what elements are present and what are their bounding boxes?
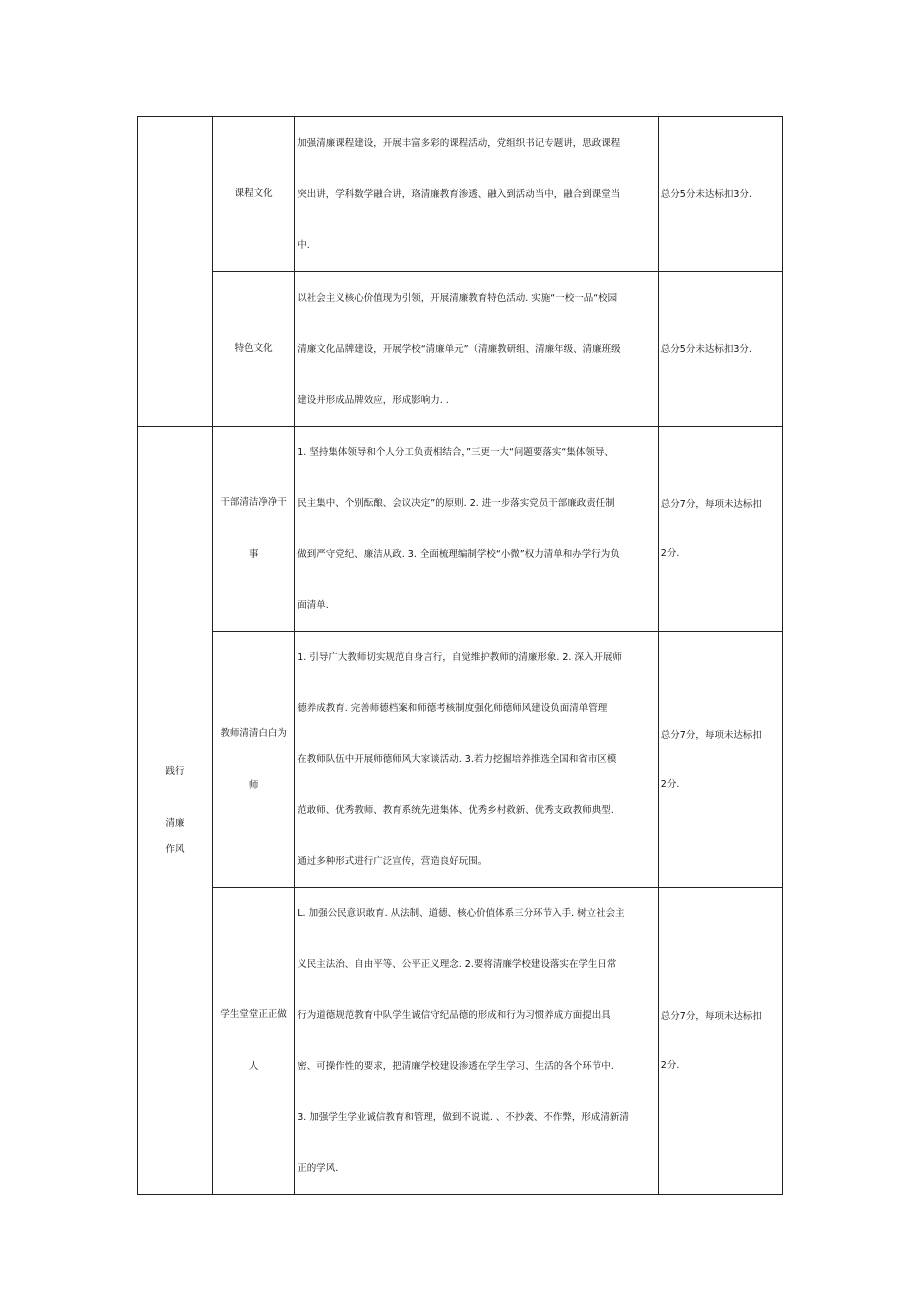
content-line: 以社会主义核心价值现为引领，开展清廉教育特色活动. 实施“一校一品“校园	[297, 292, 618, 304]
item-label: 学生堂堂正正做	[220, 1009, 287, 1020]
content-line: 正的学风.	[297, 1163, 339, 1174]
table-row	[138, 888, 783, 1195]
category-cell-empty	[138, 117, 213, 427]
item-label: 干部清洁净净干	[220, 497, 287, 508]
item-cell	[213, 888, 295, 1195]
score-cell	[658, 117, 782, 272]
item-label: 师	[248, 779, 259, 791]
content-line: 通过多种形式进行广泛宣传，营造良好玩围。	[297, 856, 488, 867]
score-text: 2分.	[660, 548, 680, 559]
content-line: 清廉文化品牌建设，开展学校“清廉单元”（清廉教研组、清廉年级、清廉班级	[297, 343, 621, 355]
score-text: 总分5分未达标扣3分.	[660, 188, 752, 200]
score-text: 2分.	[660, 1060, 680, 1071]
content-cell	[295, 117, 659, 272]
item-cell	[213, 427, 295, 632]
content-cell	[295, 272, 659, 427]
item-label: 教师清清白白为	[220, 727, 287, 739]
evaluation-table	[137, 116, 783, 1195]
item-cell	[213, 632, 295, 888]
content-cell	[295, 888, 659, 1195]
content-line: 义民主法治、自由平等、公平正义理念. 2.要将清廉学校建设落实在学生日常	[297, 959, 617, 970]
item-label: 事	[248, 549, 259, 560]
table-row	[138, 427, 783, 632]
table-row	[138, 117, 783, 272]
content-line: 3. 加强学生学业诚信教育和管理，做到不说谎. 、不抄袭、不作弊，形成清新清	[297, 1112, 629, 1123]
content-line: 行为道德规范教育中队学生诚信守纪品德的形成和行为习惯养成方面提出具	[297, 1010, 611, 1021]
score-cell	[658, 632, 782, 888]
content-line: 密、可操作性的要求，把清廉学校建设渗透在学生学习、生活的各个环节中.	[297, 1061, 614, 1072]
score-text: 总分7分，每项未达标扣	[660, 499, 762, 510]
content-line: 1. 引导广大教师切实规范自身言行，自觉维护教师的清廉形象. 2. 深入开展师	[297, 652, 622, 663]
content-cell	[295, 632, 659, 888]
content-line: 民主集中、个别酝酿、会议决定”的原则. 2. 进一步落实党员干部廉政责任制	[297, 498, 615, 509]
content-line: 在教师队伍中开展师德师风大家谈活动. 3.若力挖掘培养推选全国和省市区模	[297, 754, 617, 765]
content-line: 面清单.	[297, 600, 329, 611]
content-line: 范敢师、优秀教师、教育系统先进集体、优秀乡村救新、优秀支政教师典型.	[297, 805, 614, 816]
content-line: L. 加强公民意识敢育. 从法制、道德、核心价值体系三分环节入手. 树立社会主	[297, 908, 625, 919]
item-cell	[213, 272, 295, 427]
item-label: 人	[248, 1061, 259, 1072]
content-line: 做到严守党纪、廉洁从政. 3. 全面梳理编制学校“小微”权力清单和办学行为负	[297, 549, 620, 560]
category-line: 作风	[165, 843, 185, 855]
score-cell	[658, 272, 782, 427]
item-label: 课程文化	[234, 188, 273, 199]
item-label: 特色文化	[234, 343, 273, 354]
table-row	[138, 272, 783, 427]
score-text: 总分7分，每项未达标扣	[660, 1011, 762, 1022]
score-cell	[658, 888, 782, 1195]
score-text: 总分7分，每项未达标扣	[660, 729, 762, 741]
category-line: 践行	[165, 765, 185, 777]
table-row	[138, 632, 783, 888]
content-line: 中.	[297, 239, 310, 251]
score-cell	[658, 427, 782, 632]
content-line: 突出讲，学科数学融合讲，珞清廉教育渗透、融入到活动当中，融合到课堂当	[297, 188, 621, 200]
category-line: 清廉	[165, 817, 185, 829]
content-line: 1. 坚持集体领导和个人分工负责相结合，”三更一大“问题要落实“集体领导、	[297, 447, 614, 458]
content-line: 德养成教育. 完善师德档案和师德考核制度强化师德师风建设负面清单管理	[297, 703, 608, 714]
score-text: 总分5分未达标扣3分.	[660, 343, 752, 355]
content-line: 加强清廉课程建设，开展丰富多彩的课程活动，党组织书记专题讲，思政课程	[297, 137, 621, 149]
score-text: 2分.	[660, 778, 680, 790]
content-line: 建设并形成品牌效应，形成影响力. .	[297, 394, 449, 406]
content-cell	[295, 427, 659, 632]
category-cell	[138, 427, 213, 1195]
item-cell	[213, 117, 295, 272]
